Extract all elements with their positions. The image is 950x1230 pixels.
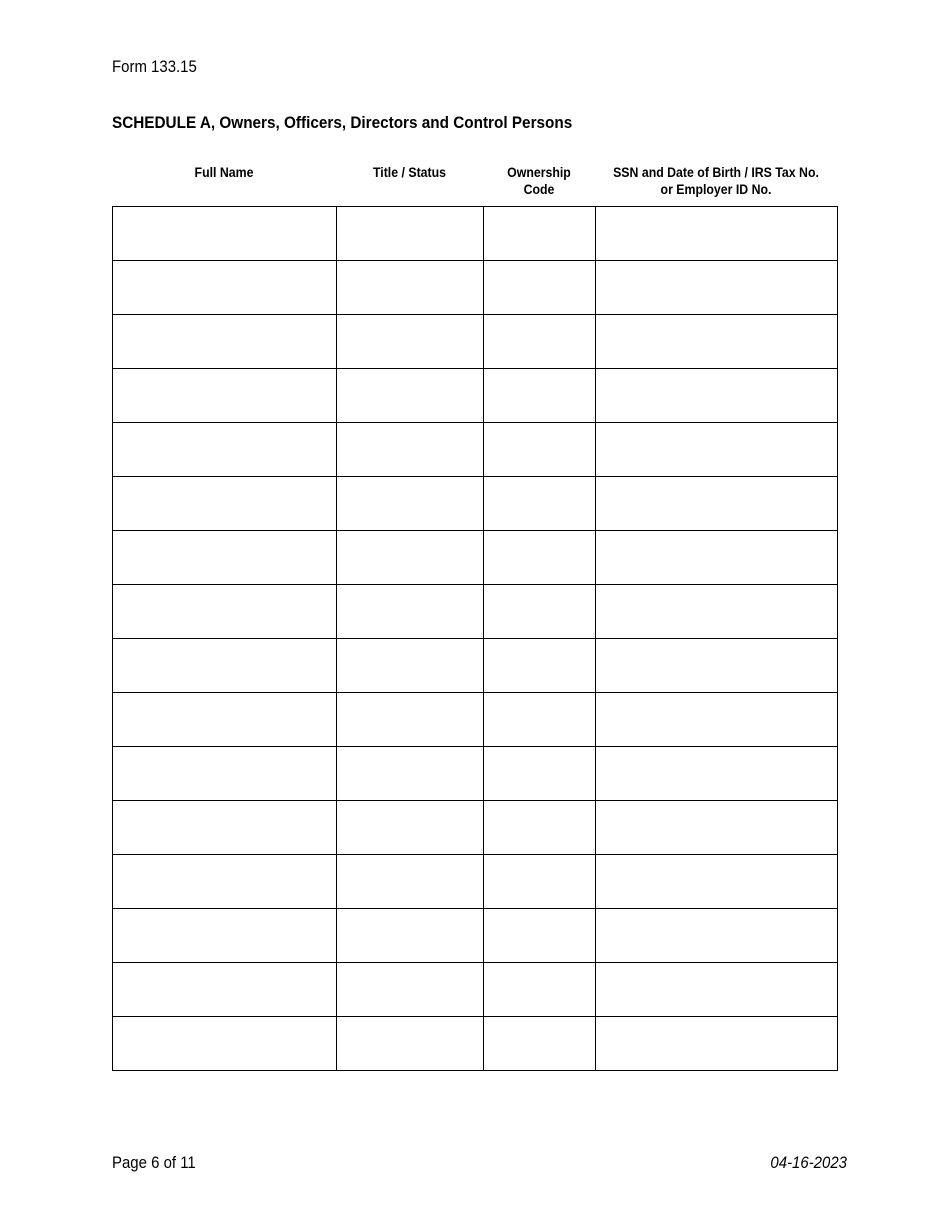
title-status-field[interactable] bbox=[337, 423, 484, 477]
full-name-field[interactable] bbox=[113, 639, 337, 693]
ssn-tax-id-field[interactable] bbox=[596, 531, 838, 585]
ownership-code-field[interactable] bbox=[484, 477, 596, 531]
title-status-field[interactable] bbox=[337, 801, 484, 855]
title-status-field[interactable] bbox=[337, 369, 484, 423]
ssn-tax-id-field[interactable] bbox=[596, 963, 838, 1017]
table-row bbox=[113, 639, 838, 693]
ownership-code-field[interactable] bbox=[484, 747, 596, 801]
ownership-code-field[interactable] bbox=[484, 207, 596, 261]
title-status-field[interactable] bbox=[337, 909, 484, 963]
full-name-field[interactable] bbox=[113, 963, 337, 1017]
ownership-code-field[interactable] bbox=[484, 585, 596, 639]
table-row bbox=[113, 585, 838, 639]
ssn-tax-id-field[interactable] bbox=[596, 801, 838, 855]
full-name-field[interactable] bbox=[113, 585, 337, 639]
ssn-tax-id-field[interactable] bbox=[596, 693, 838, 747]
title-status-field[interactable] bbox=[337, 261, 484, 315]
ownership-code-field[interactable] bbox=[484, 855, 596, 909]
title-status-field[interactable] bbox=[337, 585, 484, 639]
title-status-field[interactable] bbox=[337, 747, 484, 801]
table-row bbox=[113, 747, 838, 801]
table-row bbox=[113, 207, 838, 261]
full-name-field[interactable] bbox=[113, 477, 337, 531]
table-row bbox=[113, 909, 838, 963]
ssn-tax-id-field[interactable] bbox=[596, 315, 838, 369]
table-row bbox=[113, 531, 838, 585]
schedule-title: SCHEDULE A, Owners, Officers, Directors and Control Persons bbox=[112, 113, 573, 132]
column-header-ssn-tax-id: SSN and Date of Birth / IRS Tax No. or Employer ID No. bbox=[613, 164, 819, 197]
column-header-title-status: Title / Status bbox=[372, 164, 447, 180]
table-row bbox=[113, 801, 838, 855]
owners-table-body bbox=[113, 207, 838, 1071]
full-name-field[interactable] bbox=[113, 423, 337, 477]
ownership-code-field[interactable] bbox=[484, 531, 596, 585]
title-status-field[interactable] bbox=[337, 639, 484, 693]
ownership-code-field[interactable] bbox=[484, 909, 596, 963]
ownership-code-field[interactable] bbox=[484, 639, 596, 693]
ownership-code-field[interactable] bbox=[484, 369, 596, 423]
table-row bbox=[113, 315, 838, 369]
ownership-code-field[interactable] bbox=[484, 693, 596, 747]
column-header-ownership-code: Ownership Code bbox=[507, 164, 571, 197]
ownership-code-field[interactable] bbox=[484, 423, 596, 477]
ownership-code-field[interactable] bbox=[484, 261, 596, 315]
full-name-field[interactable] bbox=[113, 369, 337, 423]
owners-table bbox=[112, 206, 838, 1071]
title-status-field[interactable] bbox=[337, 477, 484, 531]
title-status-field[interactable] bbox=[337, 1017, 484, 1071]
title-status-field[interactable] bbox=[337, 207, 484, 261]
table-row bbox=[113, 423, 838, 477]
table-row bbox=[113, 369, 838, 423]
full-name-field[interactable] bbox=[113, 531, 337, 585]
table-row bbox=[113, 477, 838, 531]
full-name-field[interactable] bbox=[113, 261, 337, 315]
page-number: Page 6 of 11 bbox=[112, 1153, 196, 1172]
title-status-field[interactable] bbox=[337, 855, 484, 909]
table-row bbox=[113, 963, 838, 1017]
title-status-field[interactable] bbox=[337, 315, 484, 369]
full-name-field[interactable] bbox=[113, 801, 337, 855]
ssn-tax-id-field[interactable] bbox=[596, 261, 838, 315]
ssn-tax-id-field[interactable] bbox=[596, 747, 838, 801]
ssn-tax-id-field[interactable] bbox=[596, 909, 838, 963]
table-row bbox=[113, 693, 838, 747]
column-header-full-name: Full Name bbox=[194, 164, 254, 180]
ssn-tax-id-field[interactable] bbox=[596, 369, 838, 423]
ownership-code-field[interactable] bbox=[484, 963, 596, 1017]
ssn-tax-id-field[interactable] bbox=[596, 585, 838, 639]
ssn-tax-id-field[interactable] bbox=[596, 423, 838, 477]
full-name-field[interactable] bbox=[113, 315, 337, 369]
full-name-field[interactable] bbox=[113, 693, 337, 747]
full-name-field[interactable] bbox=[113, 207, 337, 261]
ssn-tax-id-field[interactable] bbox=[596, 207, 838, 261]
ownership-code-field[interactable] bbox=[484, 1017, 596, 1071]
ssn-tax-id-field[interactable] bbox=[596, 477, 838, 531]
ownership-code-field[interactable] bbox=[484, 801, 596, 855]
ssn-tax-id-field[interactable] bbox=[596, 639, 838, 693]
ssn-tax-id-field[interactable] bbox=[596, 1017, 838, 1071]
title-status-field[interactable] bbox=[337, 693, 484, 747]
table-row bbox=[113, 261, 838, 315]
full-name-field[interactable] bbox=[113, 1017, 337, 1071]
full-name-field[interactable] bbox=[113, 909, 337, 963]
table-row bbox=[113, 1017, 838, 1071]
table-row bbox=[113, 855, 838, 909]
full-name-field[interactable] bbox=[113, 855, 337, 909]
ownership-code-field[interactable] bbox=[484, 315, 596, 369]
title-status-field[interactable] bbox=[337, 531, 484, 585]
full-name-field[interactable] bbox=[113, 747, 337, 801]
revision-date: 04-16-2023 bbox=[770, 1153, 847, 1172]
form-number: Form 133.15 bbox=[112, 57, 197, 76]
ssn-tax-id-field[interactable] bbox=[596, 855, 838, 909]
title-status-field[interactable] bbox=[337, 963, 484, 1017]
